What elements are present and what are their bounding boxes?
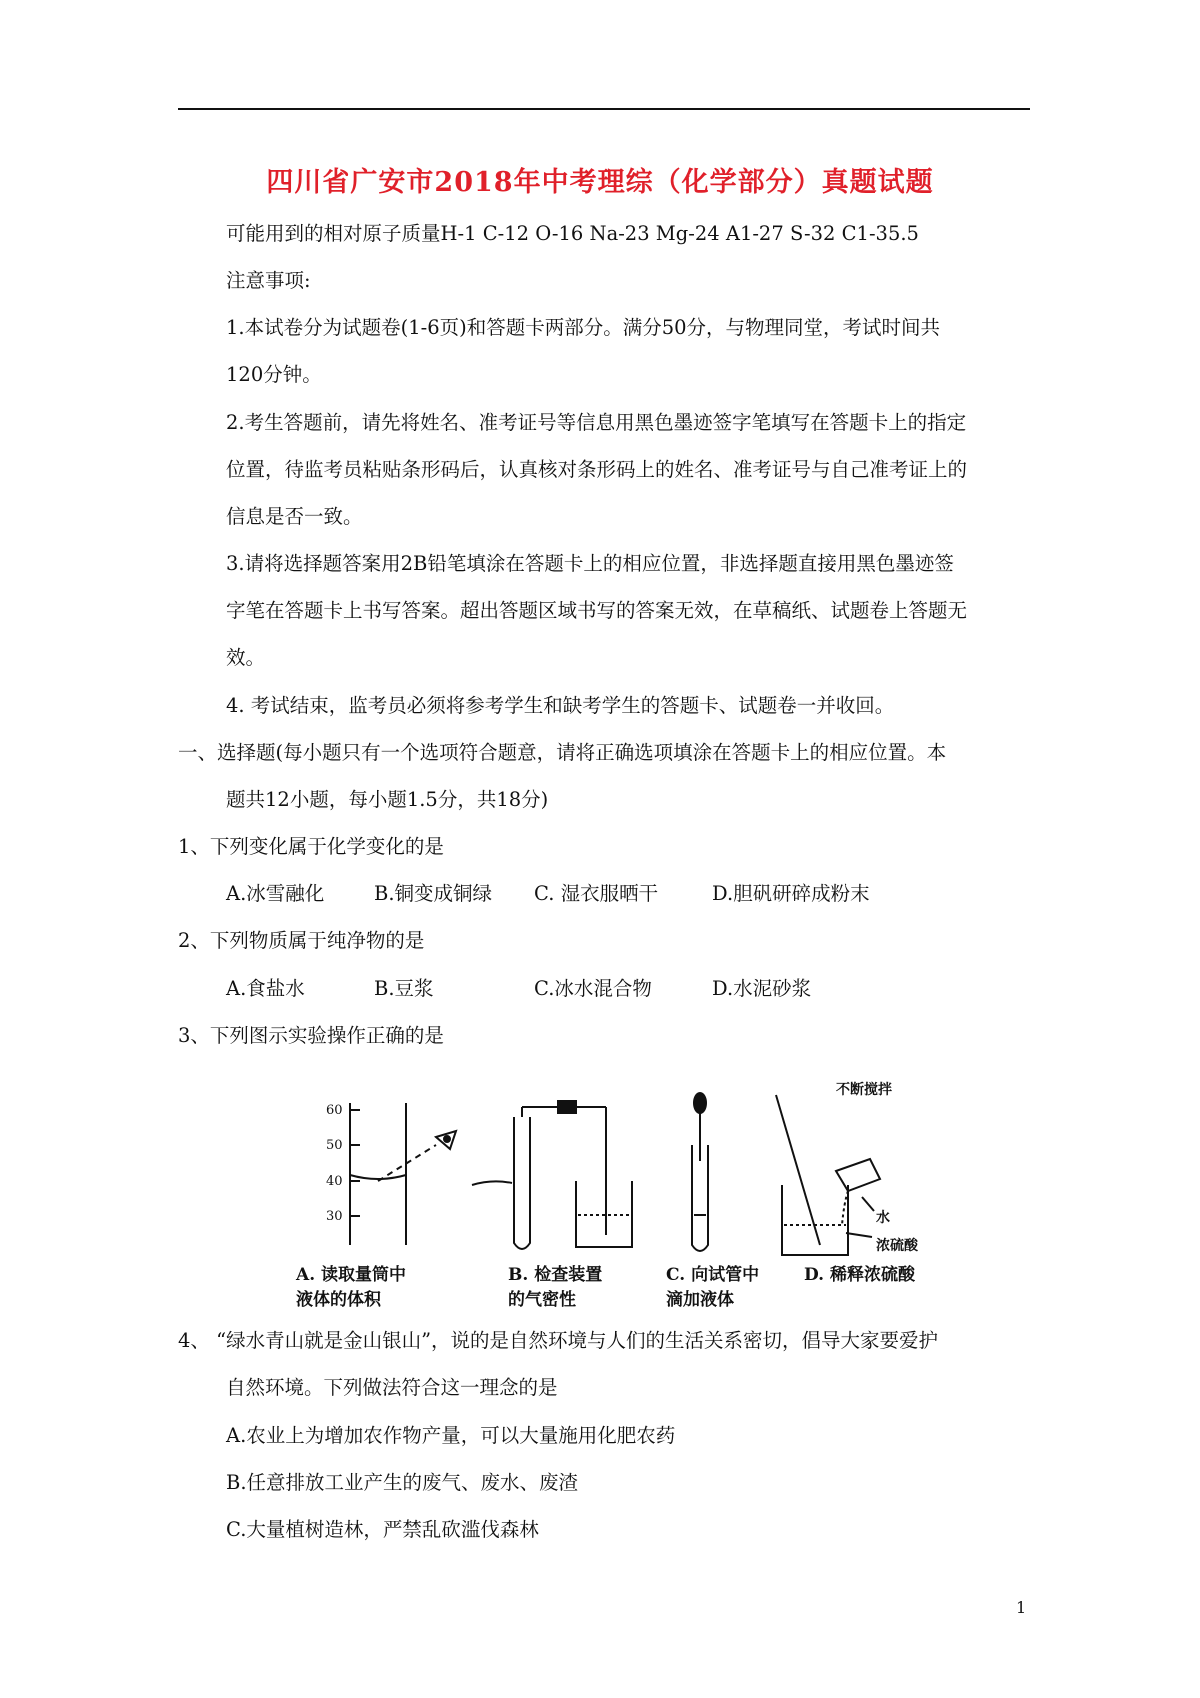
question-2-stem: 2、下列物质属于纯净物的是 (178, 929, 425, 952)
question-3-stem: 3、下列图示实验操作正确的是 (178, 1024, 444, 1047)
notice-line: 120分钟。 (226, 363, 322, 386)
notice-heading: 注意事项: (226, 269, 311, 292)
option-a: A.农业上为增加农作物产量，可以大量施用化肥农药 (226, 1424, 676, 1447)
notice-line: 1.本试卷分为试题卷(1-6页)和答题卡两部分。满分50分，与物理同堂，考试时间共 (226, 316, 941, 339)
notice-line: 位置，待监考员粘贴条形码后，认真核对条形码上的姓名、准考证号与自己准考证上的 (226, 458, 968, 481)
caption-a: A. 读取量筒中 液体的体积 (296, 1265, 407, 1310)
label-leader-acid (846, 1233, 872, 1237)
lab-operations-figure (296, 1075, 936, 1315)
caption-b: B. 检查装置 的气密性 (508, 1265, 603, 1310)
notice-line: 信息是否一致。 (226, 505, 363, 528)
notice-line: 效。 (226, 646, 266, 669)
question-1-stem: 1、下列变化属于化学变化的是 (178, 835, 444, 858)
label-acid: 浓硫酸 (876, 1238, 918, 1254)
label-water: 水 (876, 1210, 890, 1226)
section-heading: 一、选择题(每小题只有一个选项符合题意，请将正确选项填涂在答题卡上的相应位置。本 (178, 741, 947, 764)
page-title: 四川省广安市2018年中考理综（化学部分）真题试题 (266, 167, 934, 198)
beaker (782, 1185, 848, 1255)
caption-d: D. 稀释浓硫酸 (804, 1265, 915, 1285)
rubber-joint (558, 1101, 576, 1113)
notice-line: 3.请将选择题答案用2B铅笔填涂在答题卡上的相应位置，非选择题直接用黑色墨迹签 (226, 552, 954, 575)
cylinder-tick-label: 40 (326, 1174, 343, 1189)
cylinder-tick-label: 60 (326, 1103, 343, 1118)
option-b: B.任意排放工业产生的废气、废水、废渣 (226, 1471, 579, 1494)
option-d: D.水泥砂浆 (712, 977, 812, 1000)
section-heading-cont: 题共12小题，每小题1.5分，共18分) (226, 788, 549, 811)
caption-c: C. 向试管中 滴加液体 (666, 1265, 760, 1310)
hand-grip (472, 1181, 512, 1185)
option-c: C.大量植树造林，严禁乱砍滥伐森林 (226, 1518, 539, 1541)
pouring-vessel (836, 1159, 880, 1191)
atomic-masses: 可能用到的相对原子质量H-1 C-12 O-16 Na-23 Mg-24 A1-27 S-32 C1-35.5 (226, 222, 919, 245)
option-c: C. 湿衣服晒干 (534, 882, 659, 905)
question-4-stem-cont: 自然环境。下列做法符合这一理念的是 (226, 1376, 558, 1399)
cylinder-tick-label: 30 (326, 1209, 343, 1224)
option-b: B.铜变成铜绿 (374, 882, 493, 905)
cylinder-tick-label: 50 (326, 1138, 343, 1153)
option-a: A.食盐水 (226, 977, 305, 1000)
eye-pupil-icon (444, 1136, 450, 1142)
label-leader-water (862, 1197, 874, 1211)
label-stir: 不断搅拌 (836, 1082, 892, 1098)
question-4-stem: 4、 “绿水青山就是金山银山”，说的是自然环境与人们的生活关系密切，倡导大家要爱护 (178, 1329, 939, 1352)
liquid-meniscus (350, 1175, 406, 1179)
option-c: C.冰水混合物 (534, 977, 652, 1000)
dropper-bulb (694, 1093, 706, 1113)
notice-line: 2.考生答题前，请先将姓名、准考证号等信息用黑色墨迹签字笔填写在答题卡上的指定 (226, 411, 967, 434)
header-rule (178, 108, 1030, 110)
option-b: B.豆浆 (374, 977, 434, 1000)
option-d: D.胆矾研碎成粉末 (712, 882, 870, 905)
test-tube (514, 1117, 530, 1249)
notice-line: 字笔在答题卡上书写答案。超出答题区域书写的答案无效，在草稿纸、试题卷上答题无 (226, 599, 968, 622)
option-a: A.冰雪融化 (226, 882, 325, 905)
page-number: 1 (1016, 1598, 1027, 1617)
notice-line: 4. 考试结束，监考员必须将参考学生和缺考学生的答题卡、试题卷一并收回。 (226, 694, 895, 717)
